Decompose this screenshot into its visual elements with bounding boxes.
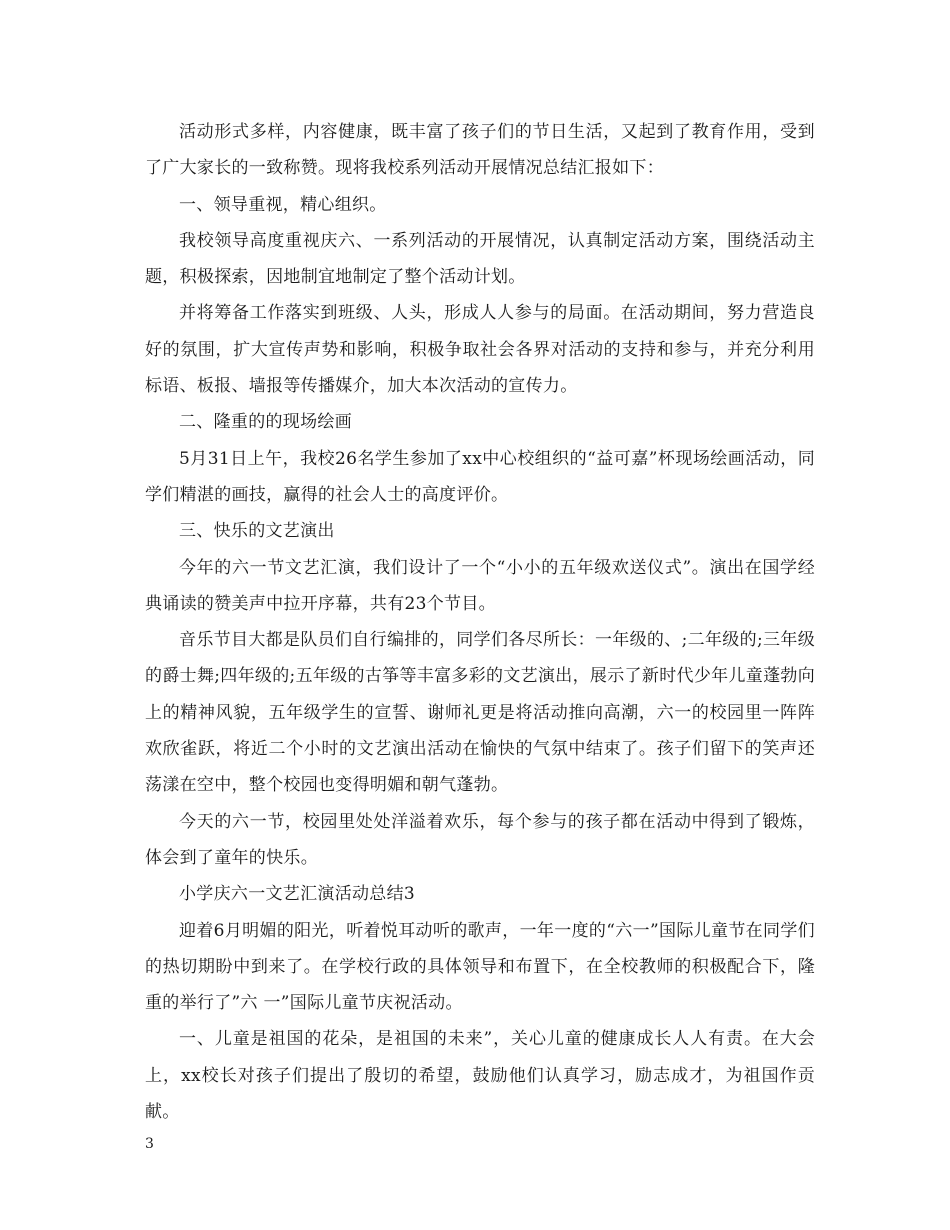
- paragraph-13: 一、儿童是祖国的花朵，是祖国的未来”，关心儿童的健康成长人人有责。在大会上，xx校长对孩子们提出了殷切的希望，鼓励他们认真学习，励志成才，为祖国作贡献。: [145, 1029, 815, 1123]
- document-body: [145, 114, 815, 1130]
- section-heading-painting: 二、隆重的的现场绘画: [179, 412, 352, 433]
- article-title-summary-3: 小学庆六一文艺汇演活动总结3: [179, 884, 416, 905]
- paragraph-4: 并将筹备工作落实到班级、人头，形成人人参与的局面。在活动期间，努力营造良好的氛围，扩大宣传声势和影响，积极争取社会各界对活动的支持和参与，并充分利用标语、板报、墙报等传播媒介，加大本次活动的宣传力。: [145, 303, 815, 397]
- paragraph-1: 活动形式多样，内容健康，既丰富了孩子们的节日生活，又起到了教育作用，受到了广大家长的一致称赞。现将我校系列活动开展情况总结汇报如下：: [145, 122, 815, 179]
- paragraph-3: 我校领导高度重视庆六、一系列活动的开展情况，认真制定活动方案，围绕活动主题，积极探索，因地制宜地制定了整个活动计划。: [145, 230, 815, 288]
- paragraph-12: 迎着6月明媚的阳光，听着悦耳动听的歌声，一年一度的“六一”国际儿童节在同学们的热切期盼中到来了。在学校行政的具体领导和布置下，在全校教师的积极配合下，隆重的举行了”六 一”国际儿童节庆祝活动。: [145, 920, 815, 1014]
- section-heading-performance: 三、快乐的文艺演出: [179, 521, 335, 542]
- paragraph-6: 5月31日上午，我校26名学生参加了xx中心校组织的“益可嘉”杯现场绘画活动，同学们精湛的画技，赢得的社会人士的高度评价。: [145, 448, 815, 505]
- page-number: 3: [145, 1136, 154, 1152]
- paragraph-8: 今年的六一节文艺汇演，我们设计了一个“小小的五年级欢送仪式”。演出在国学经典诵读的赞美声中拉开序幕，共有23个节目。: [145, 557, 815, 614]
- paragraph-10: 今天的六一节，校园里处处洋溢着欢乐，每个参与的孩子都在活动中得到了锻炼，体会到了童年的快乐。: [145, 811, 815, 868]
- paragraph-9: 音乐节目大都是队员们自行编排的，同学们各尽所长：一年级的、;二年级的;三年级的爵士舞;四年级的;五年级的古筝等丰富多彩的文艺演出，展示了新时代少年儿童蓬勃向上的精神风貌，五年级学生的宣誓、谢师礼更是将活动推向高潮，六一的校园里一阵阵欢欣雀跃，将近二个小时的文艺演出活动在愉快的气氛中结束了。孩子们留下的笑声还荡漾在空中，整个校园也变得明媚和朝气蓬勃。: [145, 630, 815, 796]
- section-heading-leadership: 一、领导重视，精心组织。: [179, 194, 387, 215]
